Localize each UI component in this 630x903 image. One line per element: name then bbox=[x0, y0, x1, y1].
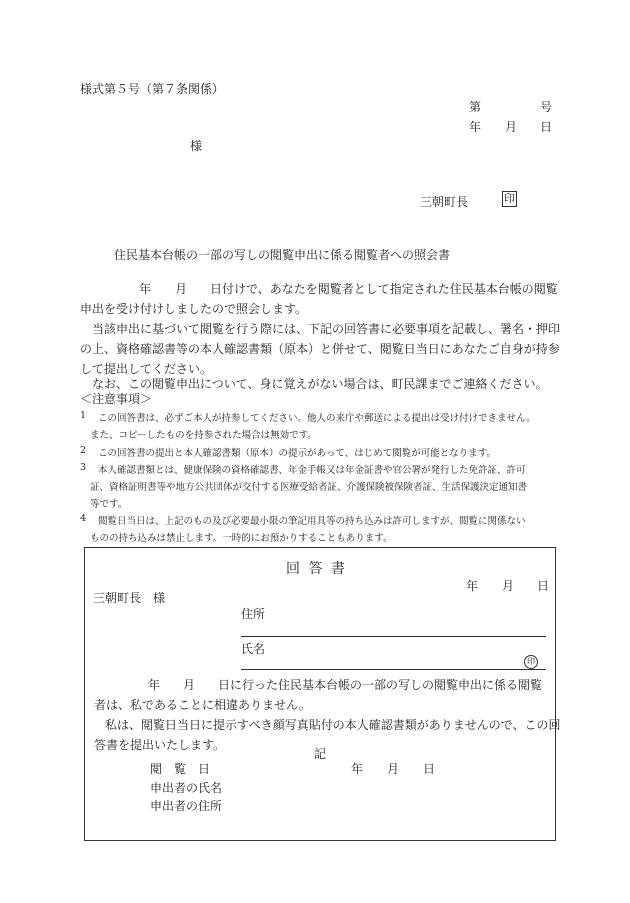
sender-name: 三朝町長 bbox=[420, 195, 469, 209]
document-number-prefix: 第 bbox=[469, 100, 482, 114]
applicant-name-label: 申出者の氏名 bbox=[150, 781, 223, 795]
note-line: ものの持ち込みは禁止します。一時的にお預かりすることもあります。 bbox=[90, 533, 393, 544]
notes-heading: ＜注意事項＞ bbox=[80, 392, 153, 406]
note-line: 本人確認書類とは、健康保険の資格確認書、年金手帳又は年金証書や官公署が発行した免許証、許可 bbox=[98, 465, 526, 476]
reply-body-year: 年 bbox=[148, 678, 161, 692]
page-title: 住民基本台帳の一部の写しの閲覧申出に係る閲覧者への照会書 bbox=[114, 248, 451, 262]
note-number: 1 bbox=[80, 410, 87, 421]
body-line4: の上、資格確認書等の本人確認書類（原本）と併せて、閲覧日当日にあなたご自身が持参 bbox=[80, 342, 560, 356]
note-line: この回答書は、必ずご本人が持参してください。他人の来庁や郵送による提出は受け付けできません。 bbox=[98, 413, 536, 424]
form-number: 様式第５号（第７条関係） bbox=[80, 82, 225, 96]
view-date-day: 日 bbox=[423, 762, 436, 776]
document-number-suffix: 号 bbox=[540, 100, 553, 114]
reply-date-year: 年 bbox=[466, 579, 479, 593]
address-label: 住所 bbox=[241, 607, 266, 621]
body-line5: して提出してください。 bbox=[80, 362, 213, 376]
reply-body-line1: 日に行った住民基本台帳の一部の写しの閲覧申出に係る閲覧 bbox=[218, 678, 543, 692]
body-line6: なお、この閲覧申出について、身に覚えがない場合は、町民課までご連絡ください。 bbox=[92, 377, 548, 391]
reply-body-line3: 私は、閲覧日当日に提示すべき顔写真貼付の本人確認書類がありませんので、この回 bbox=[105, 718, 561, 732]
seal-stamp: 印 bbox=[504, 192, 515, 205]
note-line: 等です。 bbox=[90, 499, 128, 510]
body-year: 年 bbox=[139, 282, 152, 296]
reply-body-line4: 答書を提出いたします。 bbox=[94, 738, 226, 752]
view-date-year: 年 bbox=[351, 762, 364, 776]
reply-date-day: 日 bbox=[537, 579, 550, 593]
view-date-label: 閲 覧 日 bbox=[150, 762, 211, 776]
reply-title: 回 答 書 bbox=[286, 561, 347, 577]
address-field[interactable] bbox=[241, 636, 546, 637]
note-line: 証、資格証明書等や地方公共団体が交付する医療受給者証、介護保険被保険者証、生活保護決定通知書 bbox=[90, 482, 528, 493]
reply-seal: 印 bbox=[524, 655, 538, 669]
reply-addressee: 三朝町長 様 bbox=[93, 591, 166, 605]
note-line: 閲覧日当日は、上記のもの及び必要最小限の筆記用具等の持ち込みは許可しますが、閲覧に関係ない bbox=[98, 516, 526, 527]
header-date-month: 月 bbox=[505, 120, 518, 134]
header-date-day: 日 bbox=[540, 120, 553, 134]
body-line3: 当該申出に基づいて閲覧を行う際には、下記の回答書に必要事項を記載し、署名・押印 bbox=[92, 322, 561, 336]
note-line: また、コピーしたものを持参された場合は無効です。 bbox=[90, 430, 317, 441]
note-line: この回答書の提出と本人確認書類（原本）の提示があって、はじめて閲覧が可能となります。 bbox=[98, 448, 496, 459]
view-date-month: 月 bbox=[387, 762, 400, 776]
body-line2: 申出を受け付けしましたので照会します。 bbox=[80, 302, 308, 316]
note-number: 4 bbox=[80, 513, 87, 524]
reply-body-line2: 者は、私であることに相違ありません。 bbox=[94, 698, 311, 712]
name-field[interactable] bbox=[241, 669, 546, 670]
header-date-year: 年 bbox=[469, 120, 482, 134]
reply-body-month: 月 bbox=[183, 678, 196, 692]
addressee-suffix: 様 bbox=[190, 139, 203, 153]
note-number: 2 bbox=[80, 445, 87, 456]
applicant-address-label: 申出者の住所 bbox=[150, 799, 223, 813]
note-number: 3 bbox=[80, 462, 87, 473]
name-label: 氏名 bbox=[241, 642, 266, 656]
body-month: 月 bbox=[175, 282, 188, 296]
reply-date-month: 月 bbox=[502, 579, 515, 593]
body-line1: 日付けで、あなたを閲覧者として指定された住民基本台帳の閲覧 bbox=[210, 282, 558, 296]
ki-label: 記 bbox=[314, 747, 327, 761]
